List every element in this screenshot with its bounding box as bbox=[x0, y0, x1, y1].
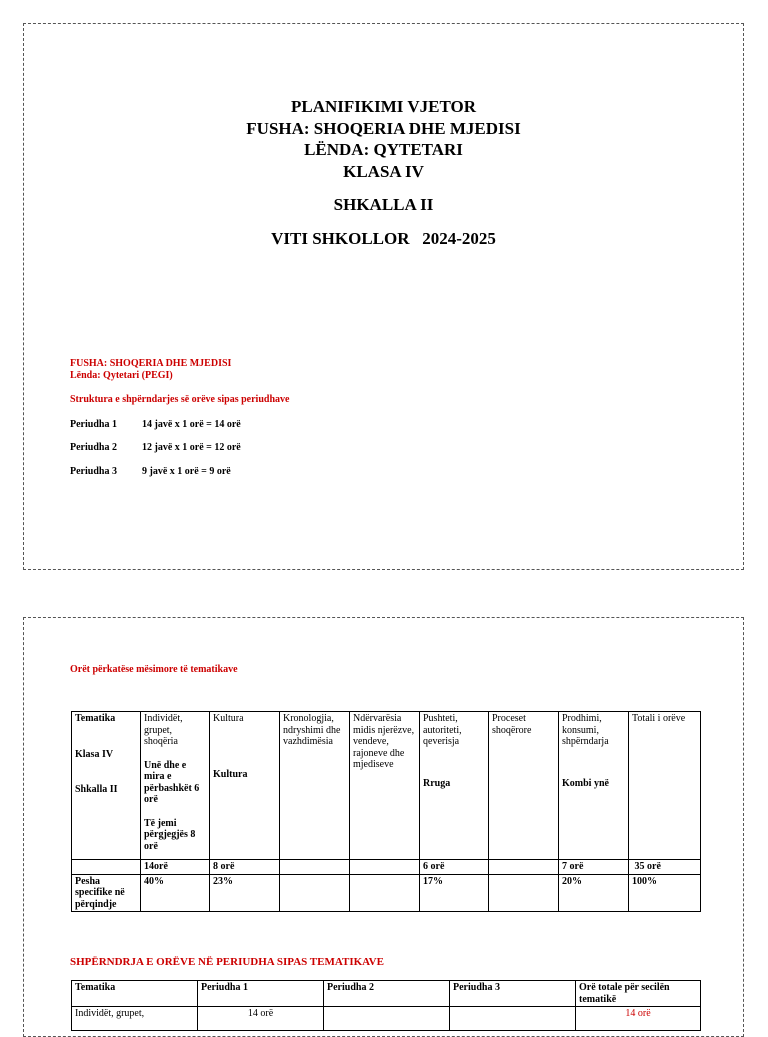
table-cell: 14orë bbox=[141, 860, 210, 875]
cell-text: Rruga bbox=[423, 777, 451, 789]
title-line: KLASA IV bbox=[343, 161, 424, 181]
period-row bbox=[70, 442, 241, 453]
table-cell bbox=[350, 860, 420, 875]
table-cell bbox=[489, 712, 559, 860]
cell-text: Kronologjia, ndryshimi dhe vazhdimësia bbox=[283, 713, 341, 747]
table-cell: 20% bbox=[559, 874, 629, 912]
table-cell: Periudha 1 bbox=[198, 981, 324, 1007]
period-value: 12 javë x 1 orë = 12 orë bbox=[142, 442, 241, 453]
table-cell: 8 orë bbox=[210, 860, 280, 875]
section-title: Orët përkatëse mësimore të tematikave bbox=[70, 664, 238, 675]
table-cell: 40% bbox=[141, 874, 210, 912]
table-cell bbox=[450, 1007, 576, 1031]
title-line: PLANIFIKIMI VJETOR bbox=[291, 97, 476, 116]
cell-text: Të jemi përgjegjës 8 orë bbox=[144, 817, 196, 852]
title-line: LËNDA: QYTETARI bbox=[304, 140, 463, 159]
table-cell: 7 orë bbox=[559, 860, 629, 875]
table-row bbox=[72, 860, 701, 875]
table-row bbox=[72, 1007, 701, 1031]
title-line: VITI SHKOLLOR 2024-2025 bbox=[271, 228, 496, 248]
period-name: Periudha 2 bbox=[70, 442, 117, 453]
period-name: Periudha 3 bbox=[70, 466, 117, 477]
table-cell: Orë totale për secilën tematikë bbox=[576, 981, 701, 1007]
tematika-hours-table bbox=[71, 711, 701, 912]
table-cell: 14 orë bbox=[576, 1007, 701, 1031]
table-cell: Tematika bbox=[72, 981, 198, 1007]
table-cell bbox=[72, 860, 141, 875]
title-line: FUSHA: SHOQERIA DHE MJEDISI bbox=[246, 118, 521, 138]
table-cell bbox=[72, 712, 141, 860]
period-value: 9 javë x 1 orë = 9 orë bbox=[142, 466, 231, 477]
table-cell: Periudha 3 bbox=[450, 981, 576, 1007]
table-cell: Pesha specifike në përqindje bbox=[72, 874, 141, 912]
table-cell: 100% bbox=[629, 874, 701, 912]
table-cell bbox=[559, 712, 629, 860]
table-cell bbox=[420, 712, 489, 860]
cell-text: Shkalla II bbox=[75, 784, 118, 795]
table-cell: Individët, grupet, bbox=[72, 1007, 198, 1031]
period-name: Periudha 1 bbox=[70, 419, 117, 430]
cell-text: Individët, grupet, shoqëria bbox=[144, 713, 183, 747]
cell-text: Klasa IV bbox=[75, 748, 114, 760]
cell-text: Kultura bbox=[213, 713, 244, 724]
cell-text: Totali i orëve bbox=[632, 713, 686, 724]
table-cell: 14 orë bbox=[198, 1007, 324, 1031]
cell-text: Proceset shoqërore bbox=[492, 713, 532, 736]
page-1 bbox=[23, 23, 744, 570]
cell-text: Ndërvarësia midis njerëzve, vendeve, rajoneve dhe mjediseve bbox=[353, 713, 415, 770]
table-cell: 17% bbox=[420, 874, 489, 912]
period-value: 14 javë x 1 orë = 14 orë bbox=[142, 419, 241, 430]
cell-text: Kultura bbox=[213, 768, 248, 780]
table-cell: 35 orë bbox=[629, 860, 701, 875]
table-cell bbox=[210, 712, 280, 860]
struktura-text: Struktura e shpërndarjes së orëve sipas periudhave bbox=[70, 394, 290, 405]
table-cell bbox=[324, 1007, 450, 1031]
table-cell bbox=[489, 860, 559, 875]
distribution-table bbox=[71, 980, 701, 1031]
period-row bbox=[70, 419, 241, 430]
table-row bbox=[72, 712, 701, 860]
cell-text: Prodhimi, konsumi, shpërndarja bbox=[562, 713, 609, 747]
table-cell: 6 orë bbox=[420, 860, 489, 875]
title-line: SHKALLA II bbox=[333, 195, 434, 214]
table-cell bbox=[350, 874, 420, 912]
cell-text: Kombi ynë bbox=[562, 777, 609, 789]
table-cell bbox=[280, 860, 350, 875]
fusha-text: FUSHA: SHOQERIA DHE MJEDISI bbox=[70, 358, 232, 369]
lenda-text: Lënda: Qytetari (PEGI) bbox=[70, 370, 173, 381]
table-row bbox=[72, 874, 701, 912]
page-2 bbox=[23, 617, 744, 1037]
table-cell bbox=[141, 712, 210, 860]
table-cell bbox=[280, 712, 350, 860]
table-cell bbox=[629, 712, 701, 860]
section-title: SHPËRNDRJA E ORËVE NË PERIUDHA SIPAS TEMATIKAVE bbox=[70, 956, 384, 968]
table-cell: Periudha 2 bbox=[324, 981, 450, 1007]
document-title bbox=[24, 96, 743, 249]
table-cell: 23% bbox=[210, 874, 280, 912]
table-cell bbox=[350, 712, 420, 860]
cell-text: Tematika bbox=[75, 713, 116, 724]
cell-text: Pushteti, autoriteti, qeverisja bbox=[423, 713, 462, 747]
cell-text: Unë dhe e mira e përbashkët 6 orë bbox=[144, 759, 200, 805]
fusha-label bbox=[70, 358, 231, 382]
table-cell bbox=[489, 874, 559, 912]
table-cell bbox=[280, 874, 350, 912]
period-row bbox=[70, 466, 231, 477]
table-row bbox=[72, 981, 701, 1007]
